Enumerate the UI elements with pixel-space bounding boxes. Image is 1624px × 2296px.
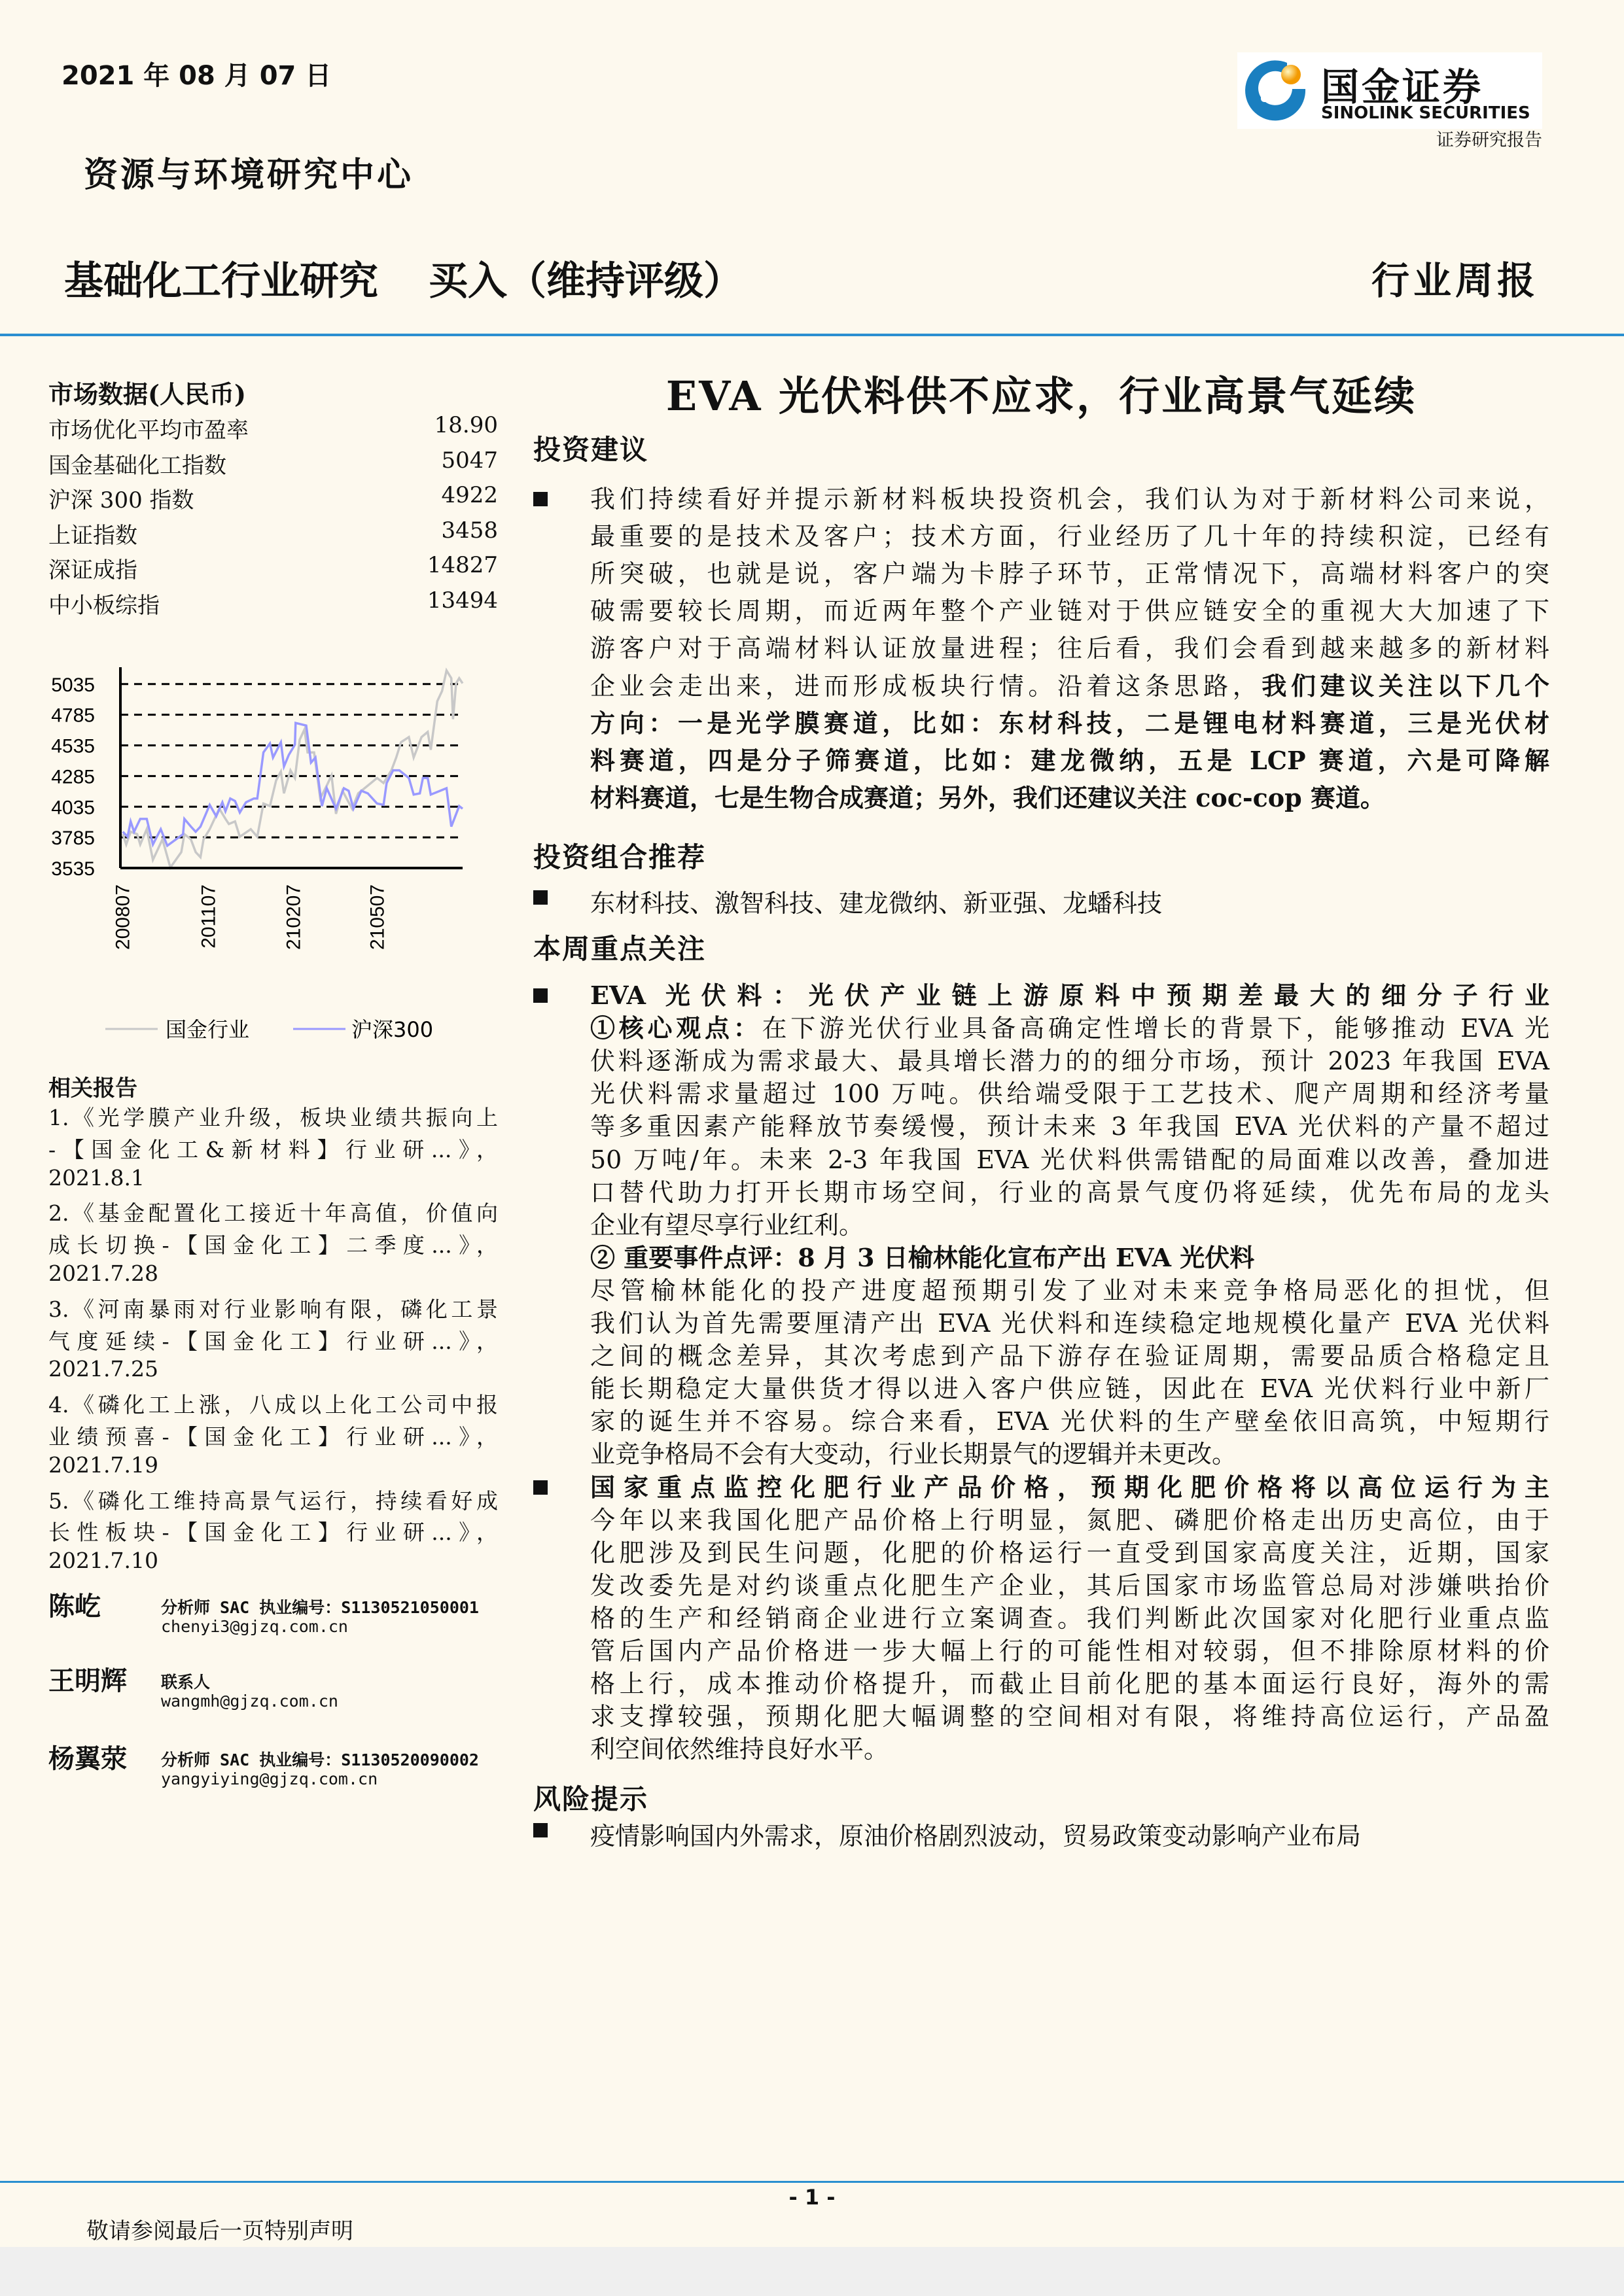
bold-text: ①核心观点： (590, 1013, 762, 1043)
disclaimer: 敬请参阅最后一页特别声明 (86, 2218, 353, 2244)
series-line-1 (123, 723, 463, 846)
y-tick-label: 3785 (51, 827, 95, 850)
industry-title: 基础化工行业研究 (64, 258, 378, 304)
text-line (590, 1176, 1549, 1209)
research-center: 资源与环境研究中心 (84, 155, 414, 195)
market-row (48, 552, 498, 584)
related-report-line[interactable]: 业绩预喜-【国金化工】行业研...》， (48, 1424, 498, 1450)
legend-label: 沪深300 (351, 1017, 434, 1042)
text-line (590, 1372, 1549, 1405)
text-line (590, 630, 1549, 663)
market-row (48, 482, 498, 514)
body-text: 利空间依然维持良好水平。 (590, 1735, 889, 1764)
x-tick-label: 201107 (198, 884, 220, 948)
footer-divider (0, 2181, 1624, 2183)
bold-text: EVA 光伏料：光伏产业链上游原料中预期差最大的细分子行业 (590, 981, 1549, 1010)
market-row (48, 447, 498, 479)
text-line (590, 779, 1549, 812)
related-reports-heading: 相关报告 (48, 1075, 137, 1102)
report-title: EVA 光伏料供不应求，行业高景气延续 (665, 372, 1417, 420)
author-email[interactable]: yangyiying@gjzq.com.cn (161, 1769, 378, 1788)
rating: 买入（维持评级） (429, 258, 743, 304)
author-role: 分析师 SAC 执业编号：S1130521050001 (161, 1598, 479, 1617)
text-line (590, 1405, 1549, 1438)
related-report-line: 2021.7.19 (48, 1452, 158, 1478)
report-date: 2021 年 08 月 07 日 (62, 61, 332, 91)
risk-heading: 风险提示 (533, 1783, 649, 1815)
body-text: 最重要的是技术及客户；技术方面，行业经历了几十年的持续积淀，已经有 (590, 522, 1549, 551)
bold-text: 我们建议关注以下几个 (1262, 671, 1549, 701)
bold-text: 国家重点监控化肥行业产品价格，预期化肥价格将以高位运行为主 (590, 1472, 1549, 1502)
related-report-line: 2021.7.28 (48, 1261, 158, 1286)
market-row (48, 517, 498, 549)
text-line (590, 481, 1549, 513)
related-report-line[interactable]: 1.《光学膜产业升级，板块业绩共振向上 (48, 1105, 498, 1130)
related-report-line[interactable]: 2.《基金配置化工接近十年高值，价值向 (48, 1200, 498, 1226)
related-report-line: 2021.8.1 (48, 1164, 145, 1191)
y-tick-label: 4535 (51, 735, 95, 757)
body-text: 管后国内产品价格进一步大幅上行的可能性相对较弱，但不排除原材料的价 (590, 1637, 1549, 1665)
logo-subtitle: 证券研究报告 (1436, 130, 1542, 150)
text-line (590, 1045, 1549, 1077)
bullet-icon (533, 890, 548, 905)
text-line (590, 1110, 1549, 1143)
body-text: 游客户对于高端材料认证放量进程；往后看，我们会看到越来越多的新材料 (590, 634, 1549, 663)
portfolio-heading: 投资组合推荐 (533, 841, 707, 873)
x-tick-label: 210507 (366, 884, 389, 950)
body-text: 化肥涉及到民生问题，化肥的价格运行一直受到国家高度关注，近期，国家 (590, 1538, 1549, 1567)
text-line (590, 1602, 1549, 1635)
report-type: 行业周报 (1371, 258, 1539, 303)
text-line (590, 1537, 1549, 1569)
invest-heading: 投资建议 (533, 434, 649, 466)
body-text: 企业会走出来，进而形成板块行情。沿着这条思路， (590, 672, 1262, 701)
y-tick-label: 3535 (51, 858, 95, 880)
bold-text: 方向：一是光学膜赛道，比如：东材科技，二是锂电材料赛道，三是光伏材 (590, 708, 1549, 738)
body-text: 求支撑较强，预期化肥大幅调整的空间相对有限，将维持高位运行，产品盈 (590, 1702, 1549, 1731)
author-name: 王明辉 (48, 1665, 127, 1696)
text-line (590, 1471, 1549, 1504)
y-tick-label: 4035 (51, 797, 95, 819)
market-value: 4922 (441, 482, 498, 508)
author-role: 联系人 (161, 1673, 211, 1692)
related-report-line[interactable]: 长性板块-【国金化工】行业研...》， (48, 1520, 498, 1546)
market-value: 18.90 (434, 412, 498, 438)
page-number: - 1 - (788, 2185, 836, 2210)
related-report-line[interactable]: 3.《河南暴雨对行业影响有限，磷化工景 (48, 1296, 498, 1322)
y-tick-label: 5035 (51, 674, 95, 696)
text-line (590, 1209, 1549, 1242)
body-text: 尽管榆林能化的投产进度超预期引发了业对未来竞争格局恶化的担忧，但 (590, 1276, 1549, 1305)
author-email[interactable]: wangmh@gjzq.com.cn (161, 1692, 338, 1711)
related-report-line: 2021.7.25 (48, 1356, 158, 1382)
header-divider (0, 334, 1624, 336)
text-line (590, 1143, 1549, 1176)
text-line (590, 1274, 1549, 1307)
related-report-line: 2021.7.10 (48, 1548, 158, 1574)
body-text: 50 万吨/年。未来 2-3 年我国 EVA 光伏料供需错配的局面难以改善，叠加进 (590, 1145, 1549, 1174)
bullet-icon (533, 1480, 548, 1495)
body-text: 所突破，也就是说，客户端为卡脖子环节，正常情况下，高端材料客户的突 (590, 559, 1549, 588)
x-tick-label: 210207 (283, 884, 305, 950)
body-text: 能长期稳定大量供货才得以进入客户供应链，因此在 EVA 光伏料行业中新厂 (590, 1374, 1549, 1404)
logo-cn: 国金证券 (1321, 65, 1484, 109)
text-line (590, 1635, 1549, 1667)
market-value: 14827 (427, 552, 498, 578)
market-row (48, 587, 498, 619)
index-chart (0, 654, 497, 1060)
author-email[interactable]: chenyi3@gjzq.com.cn (161, 1617, 348, 1636)
bullet-icon (533, 1823, 548, 1837)
text-line (590, 1340, 1549, 1372)
body-text: 企业有望尽享行业红利。 (590, 1210, 864, 1240)
body-text: 发改委先是对约谈重点化肥生产企业，其后国家市场监管总局对涉嫌哄抬价 (590, 1571, 1549, 1600)
legend-label: 国金行业 (166, 1017, 250, 1042)
risk-text: 疫情影响国内外需求，原油价格剧烈波动，贸易政策变动影响产业布局 (590, 1822, 1362, 1851)
body-text: 我们认为首先需要厘清产出 EVA 光伏料和连续稳定地规模化量产 EVA 光伏料 (590, 1309, 1549, 1338)
market-data-heading: 市场数据(人民币) (48, 379, 246, 409)
text-line (590, 555, 1549, 588)
text-line (590, 1242, 1549, 1274)
market-value: 5047 (441, 447, 498, 474)
body-text: 格上行，成本推动价格提升，而截止目前化肥的基本面运行良好，海外的需 (590, 1669, 1549, 1699)
body-text: 之间的概念差异，其次考虑到产品下游存在验证周期，需要品质合格稳定且 (590, 1342, 1549, 1371)
company-logo (1237, 52, 1542, 129)
text-line (590, 518, 1549, 551)
bold-text: ② 重要事件点评：8 月 3 日榆林能化宣布产出 EVA 光伏料 (590, 1242, 1255, 1272)
author-name: 杨翼荥 (48, 1743, 127, 1774)
body-text: 光伏料需求量超过 100 万吨。供给端受限于工艺技术、爬产周期和经济考量 (590, 1079, 1549, 1109)
page-bottom-margin (0, 2247, 1624, 2296)
related-report-line[interactable]: 5.《磷化工维持高景气运行，持续看好成 (48, 1487, 498, 1514)
market-label: 市场优化平均市盈率 (48, 417, 249, 444)
related-report-line[interactable]: 成长切换-【国金化工】二季度...》， (48, 1232, 498, 1259)
bold-text: 材料赛道，七是生物合成赛道；另外，我们还建议关注 coc-cop 赛道。 (590, 783, 1385, 812)
body-text: 口替代助力打开长期市场空间，行业的高景气度仍将延续，优先布局的龙头 (590, 1177, 1549, 1207)
market-label: 国金基础化工指数 (48, 452, 226, 479)
body-text: 在下游光伏行业具备高确定性增长的背景下，能够推动 EVA 光 (762, 1014, 1549, 1043)
text-line (590, 1012, 1549, 1045)
market-label: 沪深 300 指数 (48, 487, 194, 513)
logo-en: SINOLINK SECURITIES (1321, 103, 1530, 123)
logo-mark-icon (1241, 56, 1309, 124)
body-text: 伏料逐渐成为需求最大、最具增长潜力的的细分市场，预计 2023 年我国 EVA (590, 1047, 1549, 1076)
market-row (48, 412, 498, 444)
market-label: 深证成指 (48, 557, 137, 583)
body-text: 格的生产和经销商企业进行立案调查。我们判断此次国家对化肥行业重点监 (590, 1603, 1549, 1633)
body-text: 我们持续看好并提示新材料板块投资机会，我们认为对于新材料公司来说， (590, 485, 1549, 513)
market-value: 3458 (441, 517, 498, 544)
text-line (590, 1700, 1549, 1733)
text-line (590, 1569, 1549, 1602)
market-value: 13494 (427, 587, 498, 614)
body-text: 家的诞生并不容易。综合来看，EVA 光伏料的生产壁垒依旧高筑，中短期行 (590, 1407, 1549, 1436)
related-report-line[interactable]: -【国金化工&新材料】行业研...》， (48, 1136, 498, 1162)
text-line (590, 1667, 1549, 1700)
bold-text: 料赛道，四是分子筛赛道，比如：建龙微纳，五是 LCP 赛道，六是可降解 (590, 746, 1549, 775)
text-line (590, 704, 1549, 737)
text-line (590, 593, 1549, 625)
author-name: 陈屹 (48, 1591, 101, 1622)
body-text: 等多重因素产能释放节奏缓慢，预计未来 3 年我国 EVA 光伏料的产量不超过 (590, 1112, 1549, 1141)
related-report-line[interactable]: 4.《磷化工上涨，八成以上化工公司中报 (48, 1392, 498, 1418)
body-text: 今年以来我国化肥产品价格上行明显，氮肥、磷肥价格走出历史高位，由于 (590, 1505, 1549, 1535)
market-label: 中小板综指 (48, 592, 160, 619)
text-line (590, 1438, 1549, 1470)
body-text: 破需要较长周期，而近两年整个产业链对于供应链安全的重视大大加速了下 (590, 597, 1549, 625)
text-line (590, 1077, 1549, 1110)
portfolio-list: 东材科技、激智科技、建龙微纳、新亚强、龙蟠科技 (590, 889, 1163, 918)
bullet-icon (533, 988, 548, 1003)
text-line (590, 1504, 1549, 1537)
related-report-line[interactable]: 气度延续-【国金化工】行业研...》， (48, 1328, 498, 1354)
text-line (590, 1733, 1549, 1765)
focus-heading: 本周重点关注 (533, 933, 707, 965)
text-line (590, 667, 1549, 700)
body-text: 业竞争格局不会有大变动，行业长期景气的逻辑并未更改。 (590, 1440, 1237, 1469)
y-tick-label: 4285 (51, 766, 95, 788)
author-role: 分析师 SAC 执业编号：S1130520090002 (161, 1750, 479, 1769)
text-line (590, 1307, 1549, 1340)
text-line (590, 979, 1549, 1012)
text-line (590, 742, 1549, 774)
bullet-icon (533, 492, 548, 506)
y-tick-label: 4785 (51, 704, 95, 727)
x-tick-label: 200807 (112, 884, 134, 950)
market-label: 上证指数 (48, 522, 137, 549)
